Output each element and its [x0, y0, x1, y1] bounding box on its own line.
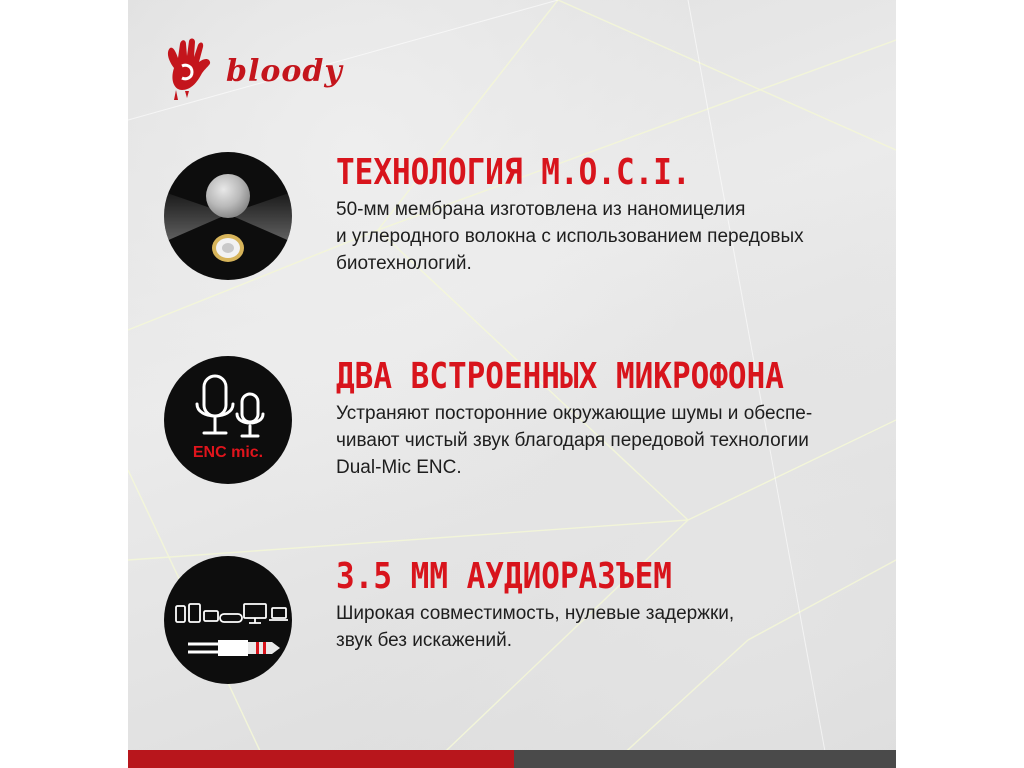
feature-title: ТЕХНОЛОГИЯ M.O.C.I.: [336, 152, 691, 194]
description-line: звук без искажений.: [336, 630, 512, 651]
description-line: чивают чистый звук благодаря передовой технологии: [336, 430, 809, 451]
feature-description: [336, 400, 876, 481]
description-line: и углеродного волокна с использованием передовых: [336, 226, 804, 247]
feature-title: ДВА ВСТРОЕННЫХ МИКРОФОНА: [336, 356, 784, 398]
bottom-bar-red: [128, 750, 514, 768]
brand-logo: [160, 38, 343, 102]
feature-icon-circle: [164, 152, 292, 280]
description-line: Устраняют посторонние окружающие шумы и обеспе-: [336, 403, 813, 424]
feature-icon-circle: [164, 356, 292, 484]
bloody-hand-icon: [160, 38, 220, 102]
description-line: биотехнологий.: [336, 253, 472, 274]
feature-description: [336, 196, 876, 277]
feature-title: 3.5 ММ АУДИОРАЗЪЕМ: [336, 556, 672, 598]
audio-jack-devices-icon: [164, 556, 292, 684]
enc-mic-badge: ENC mic.: [192, 444, 264, 461]
bottom-bar-gray: [514, 750, 896, 768]
description-line: 50-мм мембрана изготовлена из наномицелия: [336, 199, 746, 220]
feature-icon-circle: [164, 556, 292, 684]
brand-wordmark: bloody: [226, 54, 343, 89]
description-line: Dual-Mic ENC.: [336, 457, 462, 478]
driver-membrane-icon: [164, 152, 292, 280]
description-line: Широкая совместимость, нулевые задержки,: [336, 603, 735, 624]
bottom-accent-bar: [128, 750, 896, 768]
dual-microphone-icon: [164, 356, 292, 484]
feature-description: [336, 600, 876, 654]
product-feature-panel: [128, 0, 896, 768]
